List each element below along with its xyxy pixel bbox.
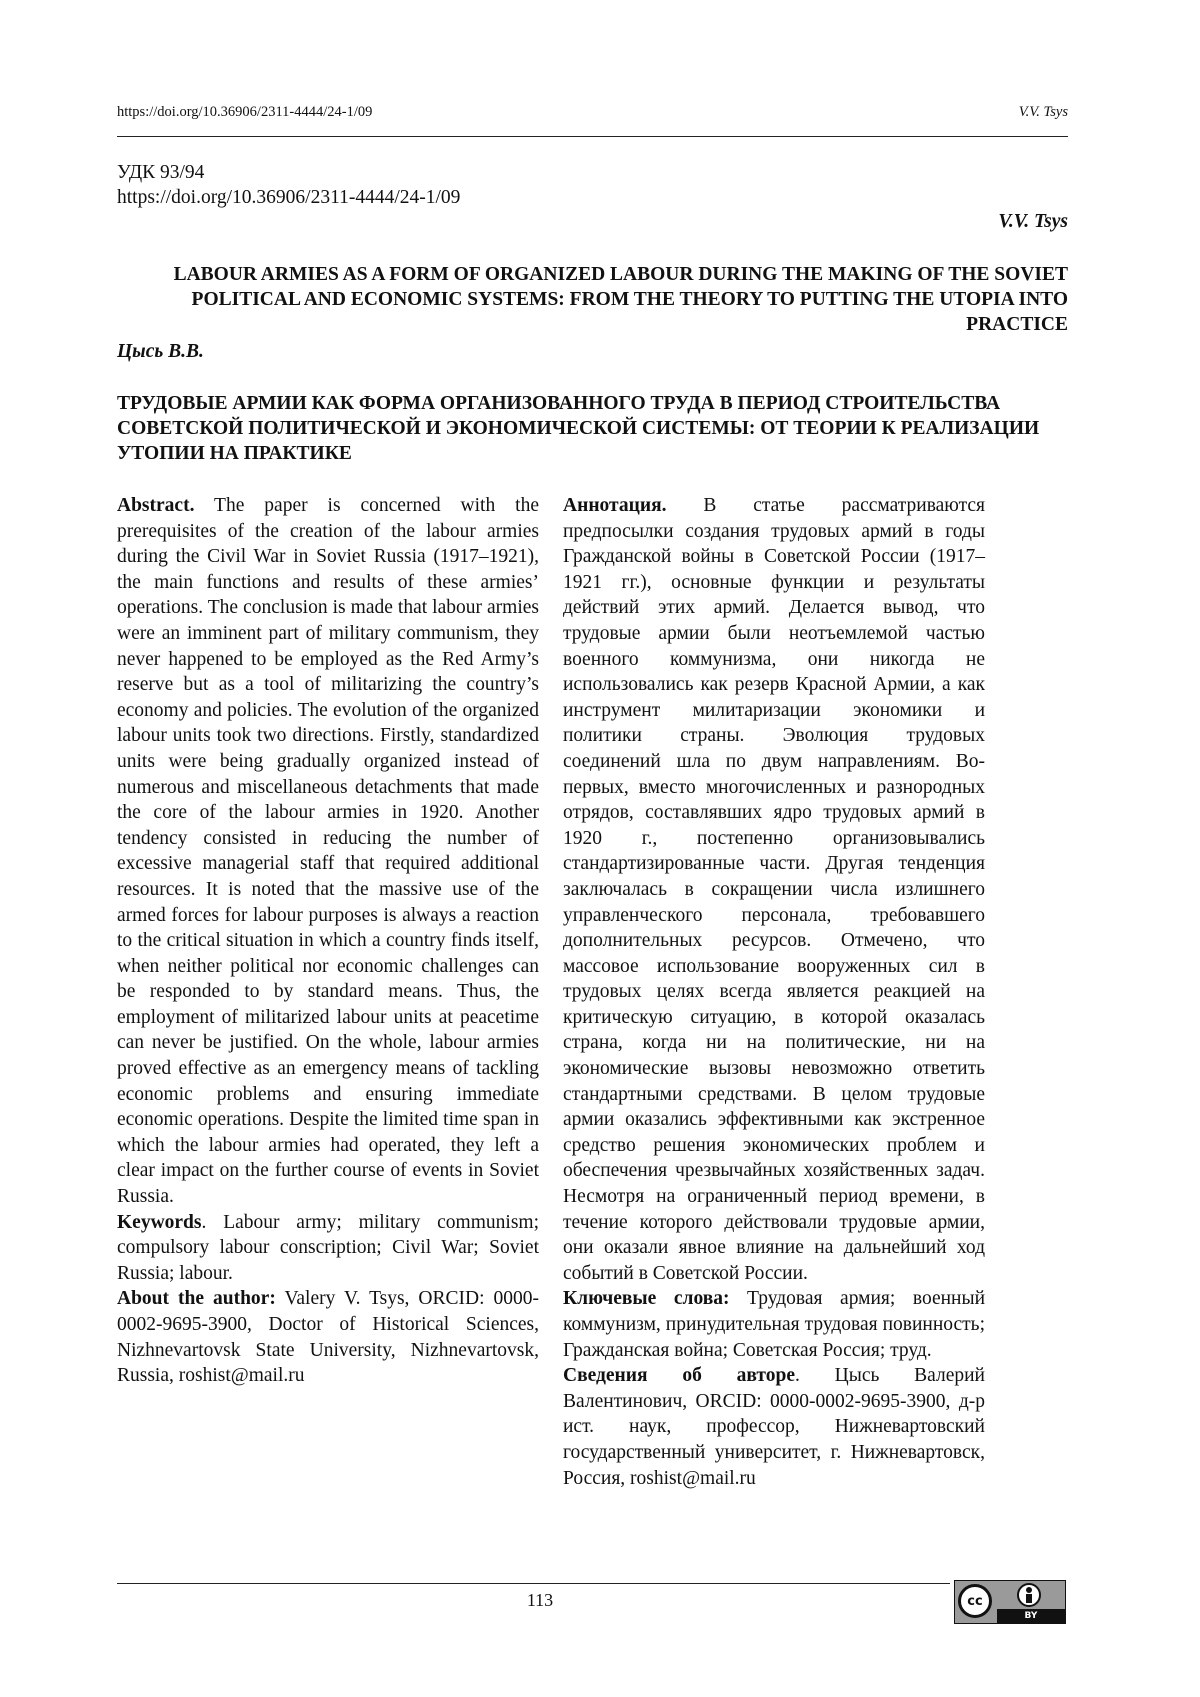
- article-doi: https://doi.org/10.36906/2311-4444/24-1/09: [117, 187, 461, 208]
- keywords-en: [117, 1210, 539, 1287]
- abstract-ru-text: В статье рассматриваются предпосылки создания трудовых армий в годы Гражданской войны в Советской России (1917–1921 гг.), основные функции и результаты действий этих армий. Делается вывод, что трудовые армии были неотъемлемой частью военного коммунизма, они никогда не использовались как резерв Красной Армии, а как инструмент милитаризации экономики и политики страны. Эволюция трудовых соединений шла по двум направлениям. Во-первых, вместо многочисленных и разнородных отрядов, составлявших ядро трудовых армий в 1920 г., постепенно организовывались стандартизированные части. Другая тенденция заключалась в сокращении числа излишнего управленческого персонала, требовавшего дополнительных ресурсов. Отмечено, что массовое использование вооруженных сил в трудовых целях всегда является реакцией на критическую ситуацию, в которой оказалась страна, когда ни на политические, ни на экономические вызовы невозможно ответить стандартными средствами. В целом трудовые армии оказались эффективными как экстренное средство решения экономических проблем и обеспечения чрезвычайных хозяйственных задач. Несмотря на ограниченный период времени, в течение которого действовали трудовые армии, они оказали явное влияние на дальнейший ход событий в Советской России.: [563, 495, 985, 1284]
- attribution-icon: [1017, 1583, 1041, 1607]
- header-author: V.V. Tsys: [1018, 104, 1068, 120]
- about-author-en: [117, 1286, 539, 1388]
- abstract-en: [117, 493, 539, 1210]
- header-rule: [117, 136, 1068, 137]
- footer-rule: [117, 1583, 950, 1584]
- keywords-ru: [563, 1286, 985, 1363]
- running-header: [117, 104, 1068, 121]
- page-number: 113: [526, 1590, 554, 1610]
- keywords-en-text: . Labour army; military communism; compulsory labour conscription; Civil War; Soviet Russia; labour.: [117, 1211, 539, 1284]
- udk-code: УДК 93/94: [117, 162, 205, 183]
- english-column: [117, 493, 539, 1389]
- title-en: LABOUR ARMIES AS A FORM OF ORGANIZED LABOUR DURING THE MAKING OF THE SOVIET POLITICAL AND ECONOMIC SYSTEMS: FROM THE THEORY TO PUTTING THE UTOPIA INTO PRACTICE: [173, 264, 1068, 335]
- abstract-ru-label: Аннотация.: [563, 495, 667, 516]
- about-en-label: About the author:: [117, 1288, 276, 1310]
- abstract-ru: [563, 493, 985, 1286]
- about-ru-label: Сведения об авторе: [563, 1365, 795, 1387]
- author-en: V.V. Tsys: [998, 211, 1068, 232]
- russian-column: [563, 493, 985, 1491]
- keywords-en-label: Keywords: [117, 1211, 202, 1233]
- abstract-en-label: Abstract.: [117, 495, 195, 516]
- header-doi: https://doi.org/10.36906/2311-4444/24-1/09: [117, 104, 373, 120]
- keywords-ru-label: Ключевые слова:: [563, 1288, 730, 1310]
- author-ru: Цысь В.В.: [117, 341, 204, 362]
- title-ru: ТРУДОВЫЕ АРМИИ КАК ФОРМА ОРГАНИЗОВАННОГО ТРУДА В ПЕРИОД СТРОИТЕЛЬСТВА СОВЕТСКОЙ ПОЛИТИЧЕСКОЙ И ЭКОНОМИЧЕСКОЙ СИСТЕМЫ: ОТ ТЕОРИИ К РЕАЛИЗАЦИИ УТОПИИ НА ПРАКТИКЕ: [117, 393, 1040, 464]
- cc-logo-icon: cc: [958, 1584, 992, 1618]
- about-author-ru: [563, 1363, 985, 1491]
- license-label: BY: [997, 1609, 1065, 1623]
- cc-by-icon[interactable]: [954, 1580, 1066, 1624]
- keywords-ru-text: Трудовая армия; военный коммунизм, принудительная трудовая повинность; Гражданская война; Советская Россия; труд.: [563, 1288, 986, 1361]
- abstract-en-text: The paper is concerned with the prerequisites of the creation of the labour armies during the Civil War in Soviet Russia (1917–1921), the main functions and results of these armies’ operations. The conclusion is made that labour armies were an imminent part of military communism, they never happened to be employed as the Red Army’s reserve but as a tool of militarizing the country’s economy and policies. The evolution of the organized labour units took two directions. Firstly, standardized units were being gradually organized instead of numerous and miscellaneous detachments that made the core of the labour armies in 1920. Another tendency consisted in reducing the number of excessive managerial staff that required additional resources. It is noted that the massive use of the armed forces for labour purposes is always a reaction to the critical situation in which a country finds itself, when neither political nor economic challenges can be responded to by standard means. Thus, the employment of militarized labour units at peacetime can never be justified. On the whole, labour armies proved effective as an emergency means of tackling economic problems and ensuring immediate economic operations. Despite the limited time span in which the labour armies had operated, they left a clear impact on the further course of events in Soviet Russia.: [117, 495, 539, 1208]
- about-en-text: Valery V. Tsys, ORCID: 0000-0002-9695-3900, Doctor of Historical Sciences, Nizhnevartovsk State University, Nizhnevartovsk, Russia, roshist@mail.ru: [117, 1288, 539, 1387]
- about-ru-text: . Цысь Валерий Валентинович, ORCID: 0000-0002-9695-3900, д-р ист. наук, профессор, Нижневартовский государственный университет, г. Нижневартовск, Россия, roshist@mail.ru: [563, 1365, 985, 1489]
- article-meta: [117, 160, 460, 210]
